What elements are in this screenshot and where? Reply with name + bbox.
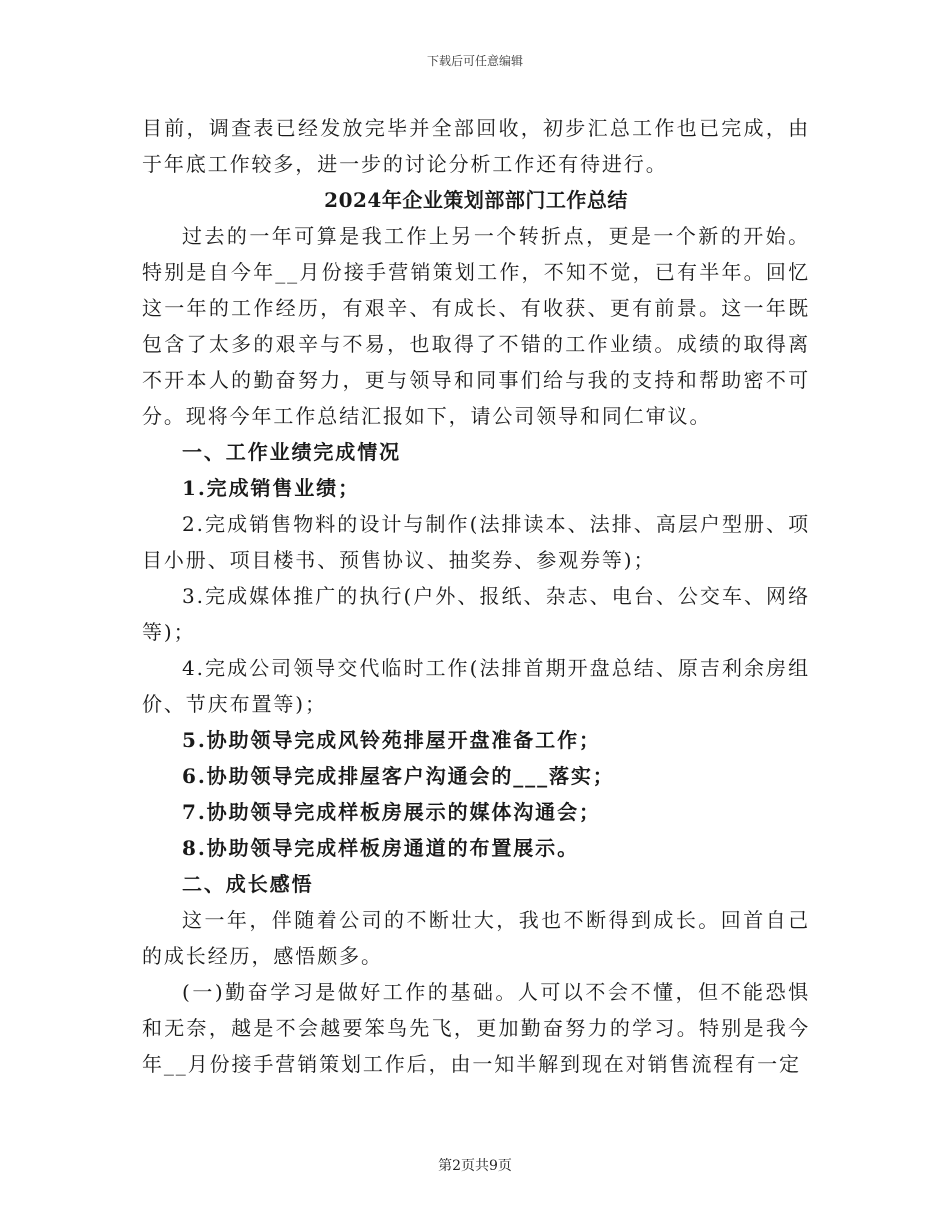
list-item: 5.协助领导完成风铃苑排屋开盘准备工作；: [182, 728, 601, 752]
point-one-paragraph: (一)勤奋学习是做好工作的基础。人可以不会不懂，但不能恐惧和无奈，越是不会越要笨鸟先飞，更加勤奋努力的学习。特别是我今年__月份接手营销策划工作后，由一知半解到现在对销售流程有一定: [142, 980, 810, 1076]
list-item: 7.协助领导完成样板房展示的媒体沟通会；: [182, 800, 601, 824]
document-title: 2024年企业策划部部门工作总结: [324, 188, 628, 212]
list-item: 8.协助领导完成样板房通道的布置展示。: [182, 836, 579, 860]
section-heading-growth: 二、成长感悟: [182, 872, 314, 896]
page-number: 第2页共9页: [438, 1158, 512, 1174]
page-header: 下载后可任意编辑: [426, 54, 523, 68]
section-heading-achievements: 一、工作业绩完成情况: [182, 440, 401, 464]
list-item: 2.完成销售物料的设计与制作(法排读本、法排、高层户型册、项目小册、项目楼书、预售协议、抽奖券、参观券等)；: [142, 512, 810, 572]
list-item: 3.完成媒体推广的执行(户外、报纸、杂志、电台、公交车、网络等)；: [142, 584, 810, 644]
list-item: 4.完成公司领导交代临时工作(法排首期开盘总结、原吉利余房组价、节庆布置等)；: [142, 656, 810, 716]
list-item: 1.完成销售业绩；: [182, 476, 360, 500]
continuation-paragraph: 目前，调查表已经发放完毕并全部回收，初步汇总工作也已完成，由于年底工作较多，进一步的讨论分析工作还有待进行。: [142, 116, 810, 176]
document-body: [142, 110, 810, 1082]
growth-intro-paragraph: 这一年，伴随着公司的不断壮大，我也不断得到成长。回首自己的成长经历，感悟颇多。: [142, 908, 810, 968]
list-item: 6.协助领导完成排屋客户沟通会的___落实；: [182, 764, 615, 788]
intro-paragraph: 过去的一年可算是我工作上另一个转折点，更是一个新的开始。特别是自今年__月份接手营销策划工作，不知不觉，已有半年。回忆这一年的工作经历，有艰辛、有成长、有收获、更有前景。这一年既包含了太多的艰辛与不易，也取得了不错的工作业绩。成绩的取得离不开本人的勤奋努力，更与领导和同事们给与我的支持和帮助密不可分。现将今年工作总结汇报如下，请公司领导和同仁审议。: [142, 224, 810, 428]
